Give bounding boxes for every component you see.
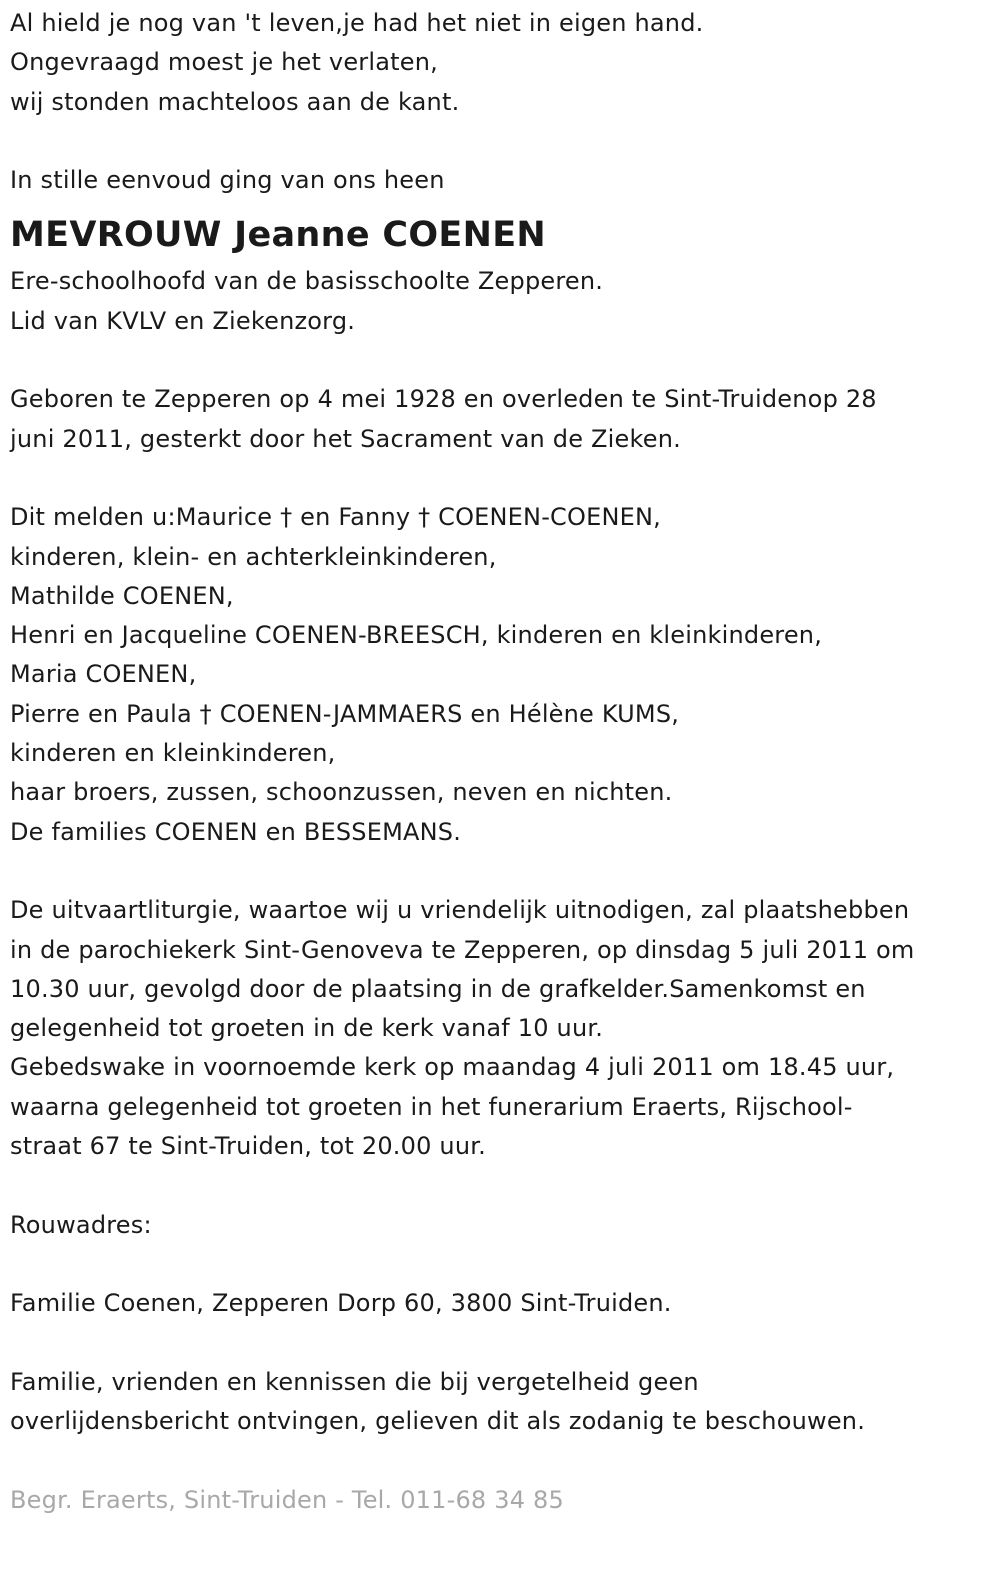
poem-line: Ongevraagd moest je het verlaten, — [10, 48, 438, 77]
title-line: Ere-schoolhoofd van de basisschoolte Zepperen. — [10, 267, 604, 296]
notice-line: Familie, vrienden en kennissen die bij vergetelheid geen — [10, 1367, 699, 1396]
family-line: haar broers, zussen, schoonzussen, neven en nichten. — [10, 778, 673, 807]
poem — [10, 4, 985, 122]
poem-line: wij stonden machteloos aan de kant. — [10, 87, 460, 116]
family-line: kinderen en kleinkinderen, — [10, 739, 336, 768]
birth-death-line: Geboren te Zepperen op 4 mei 1928 en overleden te Sint-Truidenop 28 — [10, 385, 877, 414]
mourning-address: Familie Coenen, Zepperen Dorp 60, 3800 Sint-Truiden. — [10, 1289, 672, 1318]
family-line: Pierre en Paula † COENEN-JAMMAERS en Hélène KUMS, — [10, 699, 680, 728]
spacer — [10, 122, 985, 161]
mourning-label: Rouwadres: — [10, 1210, 152, 1239]
spacer — [10, 1441, 985, 1480]
funeral-line: Gebedswake in voornoemde kerk op maandag 4 juli 2011 om 18.45 uur, — [10, 1053, 895, 1082]
family-line: kinderen, klein- en achterkleinkinderen, — [10, 542, 497, 571]
family-line: De families COENEN en BESSEMANS. — [10, 817, 462, 846]
funeral-line: in de parochiekerk Sint-Genoveva te Zepperen, op dinsdag 5 juli 2011 om — [10, 935, 915, 964]
funeral-line: waarna gelegenheid tot groeten in het funerarium Eraerts, Rijschool- — [10, 1092, 853, 1121]
funeral-line: straat 67 te Sint-Truiden, tot 20.00 uur. — [10, 1132, 486, 1161]
family-line: Dit melden u:Maurice † en Fanny † COENEN-COENEN, — [10, 503, 661, 532]
deceased-name: MEVROUW Jeanne COENEN — [10, 215, 547, 256]
birth-death — [10, 380, 985, 459]
spacer — [10, 1166, 985, 1205]
funeral-line: gelegenheid tot groeten in de kerk vanaf 10 uur. — [10, 1014, 604, 1043]
family-list — [10, 498, 985, 852]
family-line: Mathilde COENEN, — [10, 581, 234, 610]
spacer — [10, 1245, 985, 1284]
titles — [10, 262, 985, 341]
funeral-info — [10, 891, 985, 1166]
title-line: Lid van KVLV en Ziekenzorg. — [10, 306, 356, 335]
funeral-line: 10.30 uur, gevolgd door de plaatsing in de grafkelder.Samenkomst en — [10, 974, 866, 1003]
family-line: Henri en Jacqueline COENEN-BREESCH, kinderen en kleinkinderen, — [10, 621, 823, 650]
poem-line: Al hield je nog van 't leven,je had het niet in eigen hand. — [10, 9, 704, 37]
spacer — [10, 341, 985, 380]
notice — [10, 1363, 985, 1442]
funeral-home-footer: Begr. Eraerts, Sint-Truiden - Tel. 011-68 34 85 — [10, 1485, 564, 1514]
birth-death-line: juni 2011, gesterkt door het Sacrament van de Zieken. — [10, 424, 681, 453]
family-line: Maria COENEN, — [10, 660, 197, 689]
spacer — [10, 459, 985, 498]
funeral-line: De uitvaartliturgie, waartoe wij u vriendelijk uitnodigen, zal plaatshebben — [10, 896, 910, 925]
spacer — [10, 1324, 985, 1363]
spacer — [10, 852, 985, 891]
intro-text: In stille eenvoud ging van ons heen — [10, 166, 445, 195]
notice-line: overlijdensbericht ontvingen, gelieven dit als zodanig te beschouwen. — [10, 1407, 866, 1436]
obituary-notice — [10, 4, 985, 1520]
